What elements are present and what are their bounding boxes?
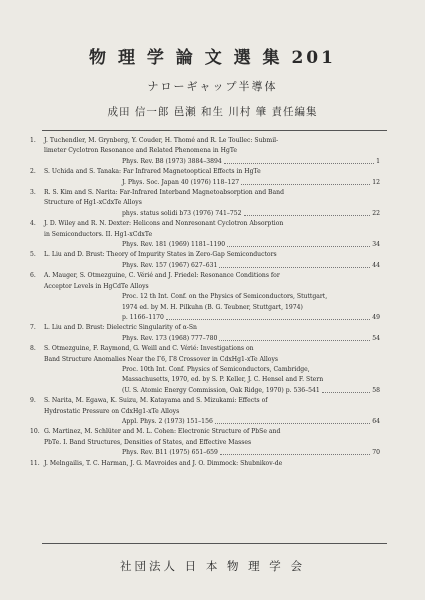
- dot-leader: [219, 261, 370, 268]
- entry-reference-row: [30, 313, 380, 323]
- dot-leader: [220, 448, 370, 455]
- journal-reference: Phys. Rev. 181 (1969) 1181–1190: [122, 241, 226, 249]
- contents-entry: [30, 271, 380, 323]
- top-divider: [42, 130, 387, 131]
- journal-reference: Phys. Rev. B8 (1973) 3884–3894: [122, 157, 222, 165]
- entry-citation-line: Hydrostatic Pressure on CdxHg1-xTe Alloys: [44, 407, 180, 415]
- dot-leader: [215, 417, 370, 424]
- contents-entry: [30, 459, 380, 469]
- page-number: 49: [372, 313, 380, 321]
- journal-reference: phys. status solidi b73 (1976) 741–752: [122, 209, 242, 217]
- book-subtitle: ナローギャップ半導体: [147, 80, 278, 93]
- dot-leader: [219, 334, 370, 341]
- journal-reference: Phys. Rev. B11 (1975) 651–659: [122, 449, 218, 457]
- journal-reference: Phys. Rev. 157 (1967) 627–631: [122, 261, 218, 269]
- entry-reference-row: [30, 157, 380, 167]
- entry-citation-line: Acceptor Levels in HgCdTe Alloys: [44, 282, 149, 290]
- entry-citation-line: R. S. Kim and S. Narita: Far-Infrared Interband Magnetoabsorption and Band: [44, 189, 284, 197]
- journal-reference: Phys. Rev. 173 (1968) 777–780: [122, 334, 218, 342]
- contents-entry: [30, 136, 380, 167]
- publisher-name: 社団法人 日 本 物 理 学 会: [120, 559, 305, 573]
- entry-reference-row: [30, 417, 380, 427]
- page-number: 1: [376, 157, 380, 165]
- entry-number: 4.: [30, 220, 36, 228]
- entry-number: 10.: [30, 428, 40, 436]
- journal-reference: Appl. Phys. 2 (1973) 151–156: [122, 417, 213, 425]
- entry-citation-line: L. Liu and D. Brust: Dielectric Singularity of α-Sn: [44, 324, 197, 332]
- page-number: 22: [372, 209, 380, 217]
- entry-number: 11.: [30, 459, 40, 467]
- contents-entry: [30, 167, 380, 188]
- contents-entry: [30, 427, 380, 458]
- entry-citation-line: S. Uchida and S. Tanaka: Far Infrared Magnetooptical Effects in HgTe: [44, 168, 261, 176]
- page-number: 58: [372, 386, 380, 394]
- entry-number: 9.: [30, 397, 36, 405]
- entry-source-line: Massachusetts, 1970, ed. by S. P. Keller, J. C. Hensel and F. Stern: [122, 376, 324, 384]
- dot-leader: [224, 157, 374, 164]
- entry-citation-line: S. Narita, M. Egawa, K. Suizu, M. Katayama and S. Mizukami: Effects of: [44, 397, 268, 405]
- entry-number: 5.: [30, 251, 36, 259]
- contents-entry: [30, 396, 380, 427]
- entry-reference-row: [30, 386, 380, 396]
- entry-citation-line: G. Martinez, M. Schlüter and M. L. Cohen: Electronic Structure of PbSe and: [44, 428, 281, 436]
- entry-citation-line: Structure of Hg1-xCdxTe Alloys: [44, 199, 142, 207]
- page-number: 44: [372, 261, 380, 269]
- entry-number: 3.: [30, 189, 36, 197]
- page-number: 54: [372, 334, 380, 342]
- dot-leader: [227, 240, 370, 247]
- contents-entry: [30, 250, 380, 271]
- dot-leader: [166, 313, 370, 320]
- entry-citation-line: J. Tuchendler, M. Grynberg, Y. Couder, H. Thomé and R. Le Toullec: Submil-: [44, 137, 279, 144]
- contents-entry: [30, 188, 380, 219]
- entry-source-line: Proc. 10th Int. Conf. Physics of Semiconductors, Cambridge,: [122, 365, 310, 373]
- entry-source-line: 1974 ed. by M. H. Pilkuhn (B. G. Teubner, Stuttgart, 1974): [122, 303, 303, 311]
- entry-number: 1.: [30, 137, 36, 144]
- entry-citation-line: J. D. Wiley and R. N. Dexter: Helicons and Nonresonant Cyclotron Absorption: [44, 220, 284, 228]
- entry-number: 7.: [30, 324, 36, 332]
- entry-citation-line: limeter Cyclotron Resonance and Related Phenomena in HgTe: [44, 147, 238, 155]
- contents-list: [30, 136, 380, 469]
- entry-number: 2.: [30, 168, 36, 176]
- entry-number: 8.: [30, 345, 36, 353]
- entry-citation-line: J. Melngailis, T. C. Harman, J. G. Mavroides and J. O. Dimmock: Shubnikov-de: [44, 459, 283, 467]
- entry-citation-line: PbTe. I. Band Structures, Densities of States, and Effective Masses: [44, 438, 252, 446]
- entry-reference-row: [30, 334, 380, 344]
- entry-reference-row: [30, 209, 380, 219]
- entry-reference-row: [30, 240, 380, 250]
- entry-reference-row: [30, 448, 380, 458]
- page-number: 34: [372, 241, 380, 249]
- page-number: 70: [372, 449, 380, 457]
- entry-citation-line: S. Otmezguine, F. Raymond, G. Weill and C. Vérié: Investigations on: [44, 345, 254, 353]
- entry-citation-line: in Semiconductors. II. Hg1-xCdxTe: [44, 230, 153, 238]
- dot-leader: [322, 386, 370, 393]
- book-title: 物 理 学 論 文 選 集 201: [89, 48, 336, 68]
- entry-citation-line: A. Mauger, S. Otmezguine, C. Vérié and J. Friedel: Resonance Conditions for: [44, 272, 280, 280]
- journal-reference: (U. S. Atomic Energy Commission, Oak Ridge, 1970) p. 536–541: [122, 386, 320, 394]
- entry-source-line: Proc. 12 th Int. Conf. on the Physics of Semiconductors, Stuttgart,: [122, 293, 328, 301]
- contents-entry: [30, 219, 380, 250]
- entry-reference-row: [30, 178, 380, 188]
- journal-reference: J. Phys. Soc. Japan 40 (1976) 118–127: [122, 178, 240, 186]
- journal-reference: p. 1166–1170: [122, 313, 164, 321]
- entry-number: 6.: [30, 272, 36, 280]
- page-number: 64: [372, 417, 380, 425]
- editors-line: 成田 信一郎 邑瀬 和生 川村 肇 責任編集: [107, 106, 318, 118]
- entry-citation-line: Band Structure Anomalies Near the Γ6, Γ8 Crossover in CdxHg1-xTe Alloys: [44, 355, 279, 363]
- dot-leader: [241, 178, 370, 185]
- contents-entry: [30, 323, 380, 344]
- contents-entry: [30, 344, 380, 396]
- entry-citation-line: L. Liu and D. Brust: Theory of Impurity States in Zero-Gap Semiconductors: [44, 251, 277, 259]
- dot-leader: [244, 209, 371, 216]
- bottom-divider: [42, 543, 387, 544]
- entry-reference-row: [30, 261, 380, 271]
- page-number: 12: [372, 178, 380, 186]
